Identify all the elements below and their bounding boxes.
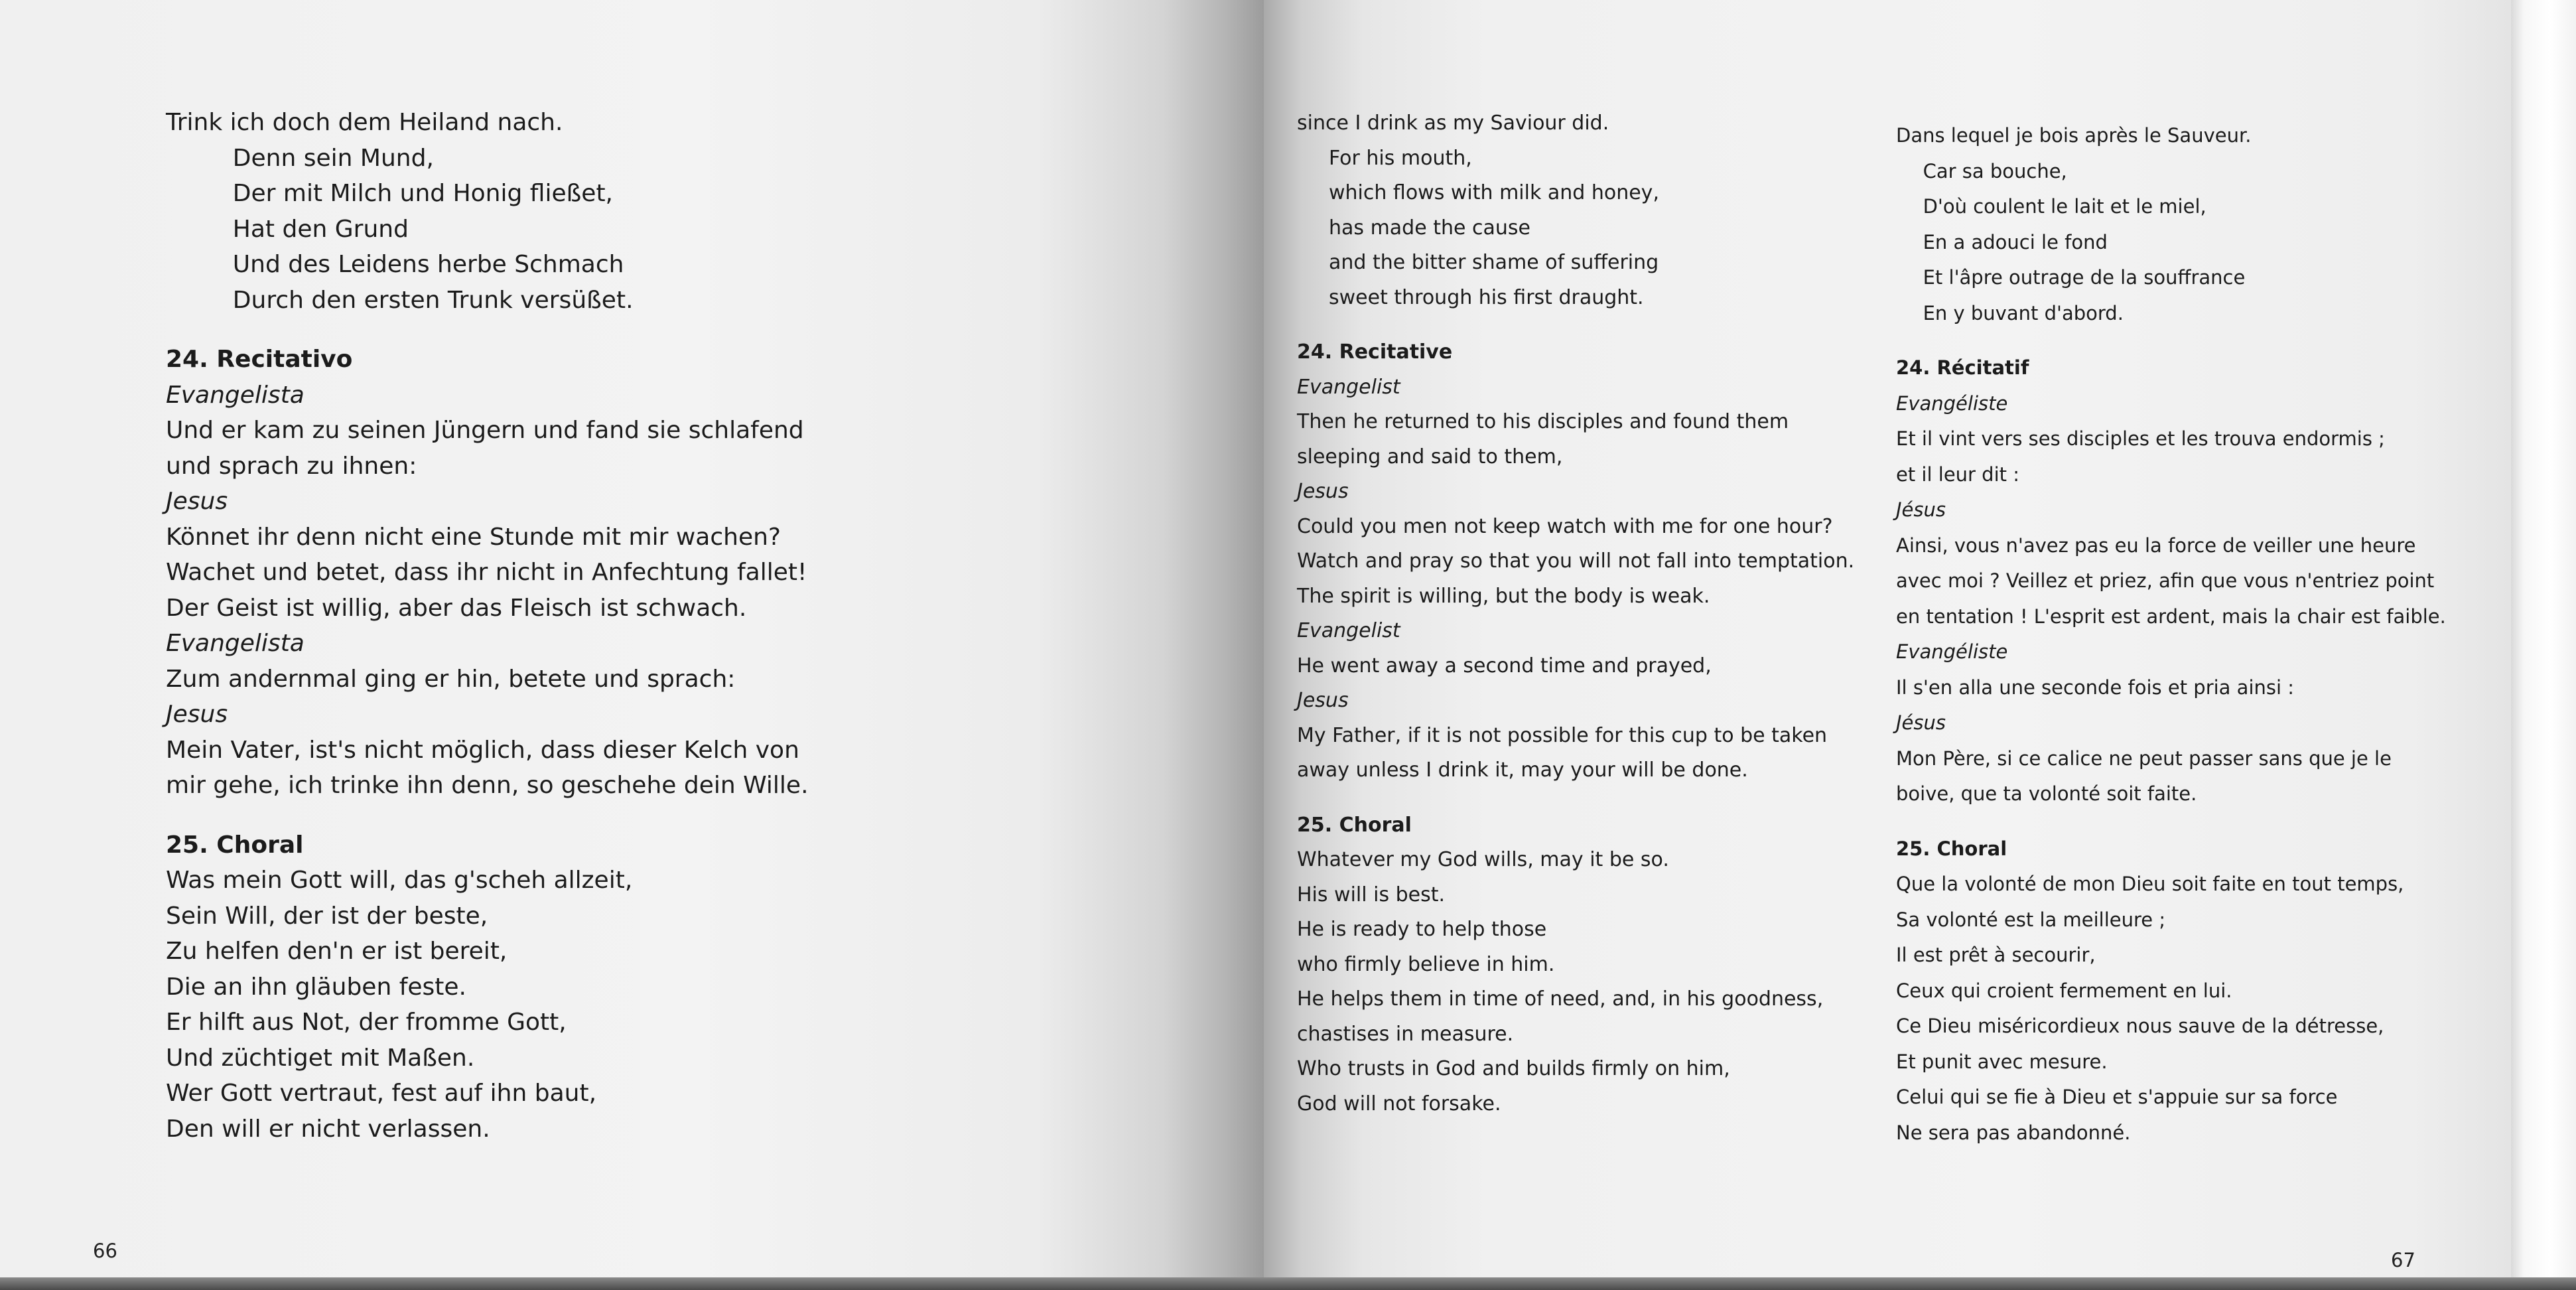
text-line: Die an ihn gläuben feste. [166,973,466,1001]
section-heading: 24. Recitativo [166,346,353,373]
text-line: sleeping and said to them, [1297,445,1563,468]
speaker-label: Jésus [1896,711,1946,734]
text-line: Wer Gott vertraut, fest auf ihn baut, [166,1080,597,1107]
text-line: Er hilft aus Not, der fromme Gott, [166,1009,567,1036]
text-line: avec moi ? Veillez et priez, afin que vous n'entriez point [1896,569,2435,592]
text-line: away unless I drink it, may your will be done. [1297,758,1748,782]
section-heading: 24. Récitatif [1896,356,2029,379]
text-line: Der mit Milch und Honig fließet, [232,180,614,207]
text-line: Watch and pray so that you will not fall into temptation. [1297,549,1855,573]
left-page [0,0,1264,1290]
text-line: Mon Père, si ce calice ne peut passer sans que je le [1896,747,2392,770]
speaker-label: Evangéliste [1896,640,2008,663]
text-line: Trink ich doch dem Heiland nach. [166,109,563,136]
text-line: D'où coulent le lait et le miel, [1923,195,2206,218]
text-line: Whatever my God wills, may it be so. [1297,848,1669,871]
speaker-label: Evangéliste [1896,392,2008,415]
stanza-gap [1896,331,2446,350]
stanza-gap [1297,315,1854,335]
text-line: He helps them in time of need, and, in his goodness, [1297,987,1824,1011]
stanza-gap [166,318,809,342]
stanza-gap [1896,812,2446,831]
text-line: Ainsi, vous n'avez pas eu la force de veiller une heure [1896,534,2416,557]
text-line: Ceux qui croient fermement en lui. [1896,979,2232,1002]
text-line: En a adouci le fond [1923,230,2108,253]
text-line: En y buvant d'abord. [1923,301,2124,324]
text-line: His will is best. [1297,883,1446,906]
text-line: Il est prêt à secourir, [1896,944,2096,966]
page-number-left: 66 [93,1240,117,1262]
speaker-label: Jésus [1896,498,1946,521]
speaker-label: Jesus [166,701,228,728]
speaker-label: Evangelista [166,381,305,409]
english-text-column [1297,106,1854,1121]
text-line: Was mein Gott will, das g'scheh allzeit, [166,867,633,894]
section-heading: 25. Choral [166,831,304,859]
text-line: For his mouth, [1329,146,1472,170]
section-heading: 24. Recitative [1297,340,1453,364]
book-edge [2511,0,2576,1290]
text-line: since I drink as my Saviour did. [1297,111,1609,135]
text-line: Il s'en alla une seconde fois et pria ainsi : [1896,676,2295,699]
text-line: Zu helfen den'n er ist bereit, [166,938,508,965]
text-line: et il leur dit : [1896,463,2020,486]
text-line: Could you men not keep watch with me for one hour? [1297,514,1833,538]
text-line: Durch den ersten Trunk versüßet. [232,286,634,314]
text-line: Hat den Grund [232,215,409,243]
stanza-gap [1297,788,1854,808]
text-line: chastises in measure. [1297,1022,1514,1046]
text-line: Celui qui se fie à Dieu et s'appuie sur sa force [1896,1086,2338,1108]
speaker-label: Jesus [1297,689,1349,712]
text-line: Ne sera pas abandonné. [1896,1121,2131,1144]
text-line: Que la volonté de mon Dieu soit faite en tout temps, [1896,873,2404,895]
page-number-right: 67 [2391,1249,2415,1271]
text-line: He went away a second time and prayed, [1297,654,1712,678]
text-line: Et punit avec mesure. [1896,1050,2108,1073]
text-line: Und er kam zu seinen Jüngern und fand sie schlafend [166,417,804,444]
section-heading: 25. Choral [1297,813,1412,837]
text-line: My Father, if it is not possible for this cup to be taken [1297,723,1828,747]
speaker-label: Evangelist [1297,375,1400,399]
text-line: Ce Dieu miséricordieux nous sauve de la détresse, [1896,1015,2384,1037]
french-text-column [1896,118,2446,1151]
speaker-label: Jesus [166,488,228,515]
text-line: Mein Vater, ist's nicht möglich, dass dieser Kelch von [166,736,799,764]
text-line: Car sa bouche, [1923,159,2067,182]
speaker-label: Jesus [1297,480,1349,503]
text-line: Wachet und betet, dass ihr nicht in Anfechtung fallet! [166,559,807,586]
text-line: Und züchtiget mit Maßen. [166,1044,475,1072]
text-line: boive, que ta volonté soit faite. [1896,782,2197,805]
text-line: Den will er nicht verlassen. [166,1115,490,1143]
text-line: God will not forsake. [1297,1092,1501,1115]
text-line: Who trusts in God and builds firmly on him, [1297,1057,1730,1080]
scan-bottom-shadow [0,1277,2576,1290]
text-line: Then he returned to his disciples and found them [1297,410,1789,433]
text-line: Sein Will, der ist der beste, [166,902,488,930]
text-line: Sa volonté est la meilleure ; [1896,908,2166,931]
speaker-label: Evangelista [166,630,305,657]
speaker-label: Evangelist [1297,619,1400,642]
text-line: He is ready to help those [1297,918,1547,941]
text-line: sweet through his first draught. [1329,285,1644,309]
text-line: und sprach zu ihnen: [166,452,417,480]
stanza-gap [166,804,809,827]
text-line: Et l'âpre outrage de la souffrance [1923,266,2246,289]
text-line: Der Geist ist willig, aber das Fleisch ist schwach. [166,594,747,622]
text-line: and the bitter shame of suffering [1329,251,1659,274]
text-line: who firmly believe in him. [1297,952,1555,976]
text-line: en tentation ! L'esprit est ardent, mais la chair est faible. [1896,605,2446,628]
text-line: Et il vint vers ses disciples et les trouva endormis ; [1896,427,2385,450]
text-line: Zum andernmal ging er hin, betete und sprach: [166,665,736,693]
text-line: Könnet ihr denn nicht eine Stunde mit mir wachen? [166,523,781,551]
text-line: mir gehe, ich trinke ihn denn, so geschehe dein Wille. [166,772,809,799]
text-line: The spirit is willing, but the body is weak. [1297,584,1710,608]
text-line: Denn sein Mund, [232,144,434,172]
text-line: has made the cause [1329,216,1530,240]
text-line: which flows with milk and honey, [1329,181,1659,204]
text-line: Dans lequel je bois après le Sauveur. [1896,124,2252,147]
german-text-column [166,105,809,1147]
section-heading: 25. Choral [1896,837,2007,860]
text-line: Und des Leidens herbe Schmach [232,251,624,278]
